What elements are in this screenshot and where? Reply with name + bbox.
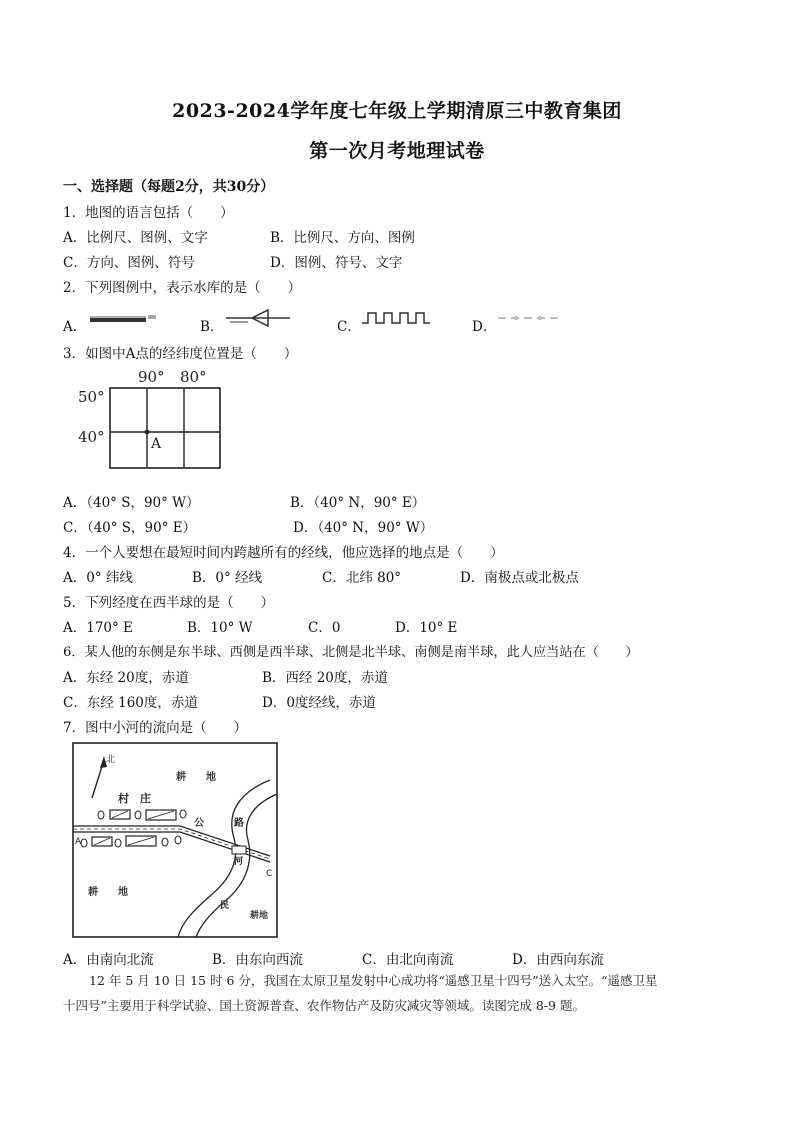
farmland-label-left: 耕 地: [88, 887, 128, 898]
passage-line-1: 12 年 5 月 10 日 15 时 6 分，我国在太原卫星发射中心成功将“遥感卫星十四号”送入太空。“遥感卫星: [89, 973, 658, 988]
grid-lon-label-2: 80°: [180, 368, 207, 386]
question-3-option-a: A．（40° S，90° W）: [63, 495, 200, 511]
river-label: 河: [234, 857, 244, 867]
question-1-stem: 1．地图的语言包括（ ）: [63, 205, 234, 221]
grid-lat-label-2: 40°: [78, 428, 105, 446]
exam-title-line1: 2023-2024学年度七年级上学期清原三中教育集团: [172, 100, 622, 122]
question-3-stem: 3．如图中A点的经纬度位置是（ ）: [63, 346, 298, 362]
question-7-option-c: C．由北向南流: [362, 952, 454, 968]
question-2-option-d: D．: [472, 319, 497, 335]
question-1-option-b: B．比例尺、方向、图例: [270, 230, 415, 246]
question-1-option-c: C．方向、图例、符号: [63, 255, 195, 271]
question-5-stem: 5．下列经度在西半球的是（ ）: [63, 595, 275, 611]
road-label: 公 路: [194, 818, 244, 829]
legend-symbol-a: [88, 310, 160, 328]
question-3-option-d: D．（40° N，90° W）: [293, 520, 434, 536]
question-6-option-d: D．0度经线，赤道: [262, 695, 376, 711]
question-5-option-d: D．10° E: [395, 620, 458, 636]
question-3-option-b: B．（40° N，90° E）: [290, 495, 426, 511]
farmland-label-top: 耕 地: [176, 772, 216, 783]
question-2-option-c: C．: [337, 319, 361, 335]
legend-symbol-c: [360, 309, 432, 327]
question-5-option-b: B．10° W: [187, 620, 253, 636]
grid-lon-label-1: 90°: [138, 368, 165, 386]
village-label: 村 庄: [118, 792, 151, 805]
question-7-option-b: B．由东向西流: [212, 952, 303, 968]
question-4-stem: 4．一个人要想在最短时间内跨越所有的经线，他应选择的地点是（ ）: [63, 545, 504, 561]
question-6-option-a: A．东经 20度，赤道: [63, 670, 189, 686]
question-3-option-c: C．（40° S，90° E）: [63, 520, 197, 536]
farmland-label-right: 耕地: [250, 911, 269, 921]
point-c-label: C: [266, 869, 273, 879]
section-heading: 一、选择题（每题2分，共30分）: [63, 179, 275, 195]
question-7-option-d: D．由西向东流: [512, 952, 604, 968]
question-2-option-a: A．: [63, 319, 87, 335]
question-1-option-a: A．比例尺、图例、文字: [63, 230, 208, 246]
exam-title-line2: 第一次月考地理试卷: [309, 140, 485, 162]
question-4-option-c: C．北纬 80°: [322, 570, 402, 586]
question-7-option-a: A．由南向北流: [63, 952, 154, 968]
question-6-option-c: C．东经 160度，赤道: [63, 695, 198, 711]
question-6-stem: 6．某人他的东侧是东半球、西侧是西半球、北侧是北半球、南侧是南半球，此人应当站在（ ）: [63, 645, 639, 660]
question-2-stem: 2．下列图例中，表示水库的是（ ）: [63, 280, 302, 296]
north-label: 北: [106, 755, 116, 765]
grid-lat-label-1: 50°: [78, 388, 105, 406]
question-5-option-a: A．170° E: [63, 620, 133, 636]
grid-point-label: A: [151, 436, 162, 452]
question-5-option-c: C．0: [308, 620, 341, 636]
question-7-stem: 7．图中小河的流向是（ ）: [63, 720, 248, 736]
passage-line-2: 十四号”主要用于科学试验、国土资源普查、农作物估产及防灾减灾等领域。读图完成 8-9 题。: [63, 998, 585, 1013]
park-label: 民: [220, 901, 230, 911]
lat-lon-grid-figure: [76, 366, 236, 478]
question-4-option-b: B．0° 经线: [192, 570, 263, 586]
point-a-label: A: [75, 837, 82, 847]
question-4-option-a: A．0° 纬线: [63, 570, 133, 586]
legend-symbol-b: [224, 306, 292, 330]
reading-passage: [63, 968, 733, 1018]
legend-symbol-d: [496, 310, 562, 326]
question-6-option-b: B．西经 20度，赤道: [262, 670, 388, 686]
question-2-option-b: B．: [200, 319, 224, 335]
river-map-figure: [70, 740, 282, 940]
question-1-option-d: D．图例、符号、文字: [270, 255, 403, 271]
question-4-option-d: D．南极点或北极点: [460, 570, 579, 586]
